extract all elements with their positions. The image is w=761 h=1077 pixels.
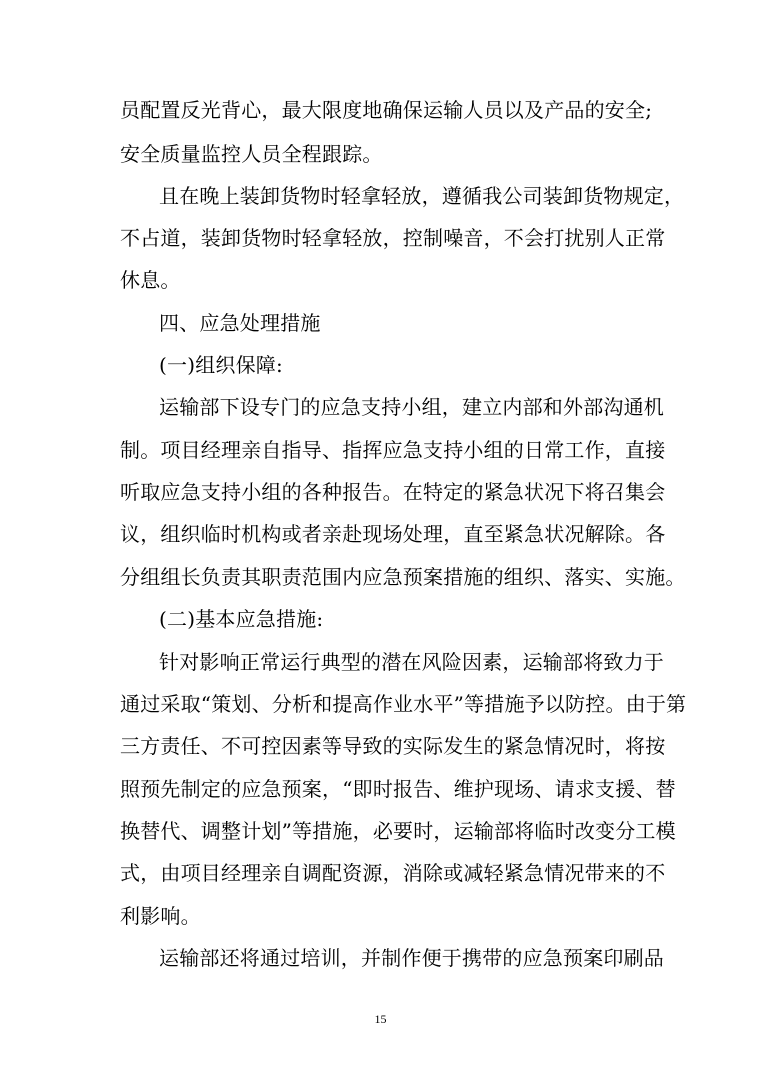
subsection-heading: (一)组织保障: <box>159 353 283 377</box>
text-line: 休息。 <box>120 268 181 292</box>
text-line: 安全质量监控人员全程跟踪。 <box>120 142 383 166</box>
page-number: 15 <box>374 1012 387 1026</box>
text-line: 分组组长负责其职责范围内应急预案措施的组织、落实、实施。 <box>120 565 686 589</box>
text-line: 员配置反光背心，最大限度地确保运输人员以及产品的安全; <box>120 98 653 122</box>
text-line: 利影响。 <box>120 904 201 928</box>
text-line: 照预先制定的应急预案，“即时报告、维护现场、请求支援、替 <box>120 777 676 801</box>
text-line: 针对影响正常运行典型的潜在风险因素，运输部将致力于 <box>159 650 664 674</box>
section-heading: 四、应急处理措施 <box>159 311 321 335</box>
text-line: 运输部下设专门的应急支持小组，建立内部和外部沟通机 <box>159 395 664 419</box>
text-line: 换替代、调整计划”等措施，必要时，运输部将临时改变分工模 <box>120 819 676 843</box>
text-line: 运输部还将通过培训，并制作便于携带的应急预案印刷品 <box>159 946 664 970</box>
text-line: 不占道，装卸货物时轻拿轻放，控制噪音，不会打扰别人正常 <box>120 226 666 250</box>
text-line: 听取应急支持小组的各种报告。在特定的紧急状况下将召集会 <box>120 480 666 504</box>
text-line: 制。项目经理亲自指导、指挥应急支持小组的日常工作，直接 <box>120 438 666 462</box>
text-line: 且在晚上装卸货物时轻拿轻放，遵循我公司装卸货物规定， <box>159 184 685 208</box>
text-line: 式，由项目经理亲自调配资源，消除或减轻紧急情况带来的不 <box>120 861 666 885</box>
text-line: 三方责任、不可控因素等导致的实际发生的紧急情况时，将按 <box>120 734 666 758</box>
text-line: 议，组织临时机构或者亲赴现场处理，直至紧急状况解除。各 <box>120 522 666 546</box>
subsection-heading: (二)基本应急措施: <box>159 607 324 631</box>
text-line: 通过采取“策划、分析和提高作业水平”等措施予以防控。由于第 <box>120 692 687 716</box>
